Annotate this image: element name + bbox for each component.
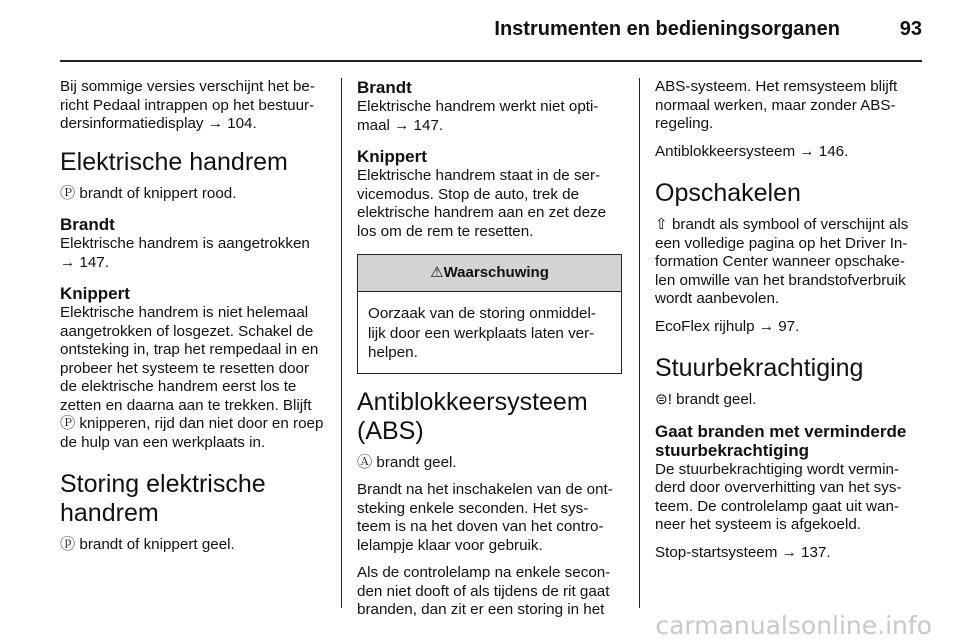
gaat-branden-paragraph: De stuurbekrachtiging wordt vermin-derd door oververhitting van het sys-teem. De controlelamp gaat uit wan-neer het systeem is afgekoeld.	[655, 460, 902, 533]
intro-paragraph: Bij sommige versies verschijnt het be-richt Pedaal intrappen op het bestuur-dersinformatiedisplay → 104.	[60, 78, 315, 132]
parking-brake-intro: Ⓟ brandt of knippert rood.	[60, 184, 237, 202]
subheading-knippert: Knippert	[60, 284, 130, 303]
knippert-paragraph: Elektrische handrem is niet helemaal aangetrokken of losgezet. Schakel de ontsteking in, trap het rempedaal in en probeer het systeem te resetten door de elektrische handrem eerst los te zetten en daarna aan te trekken. Blijft Ⓟ knipperen, rijd dan niet door en roep de hulp van een werkplaats in.	[60, 304, 324, 451]
abs-paragraph-1: Brandt na het inschakelen van de ont-steking enkele seconden. Het sys-teem is na het doven van het contro-lelampje klaar voor gebruik.	[357, 481, 613, 554]
storing-paragraph: ⓟ brandt of knippert geel.	[60, 536, 235, 553]
watermark: carmanualsonline.info	[655, 611, 932, 640]
stopstart-reference: Stop-startsysteem → 137.	[655, 543, 831, 561]
warning-box	[357, 254, 622, 374]
column-1	[60, 78, 325, 564]
column-3	[655, 78, 920, 571]
section-heading-stuurbekrachtiging: Stuurbekrachtiging	[655, 354, 864, 382]
warning-text: Oorzaak van de storing onmiddel-lijk door een werkplaats laten ver-helpen.	[368, 305, 596, 361]
warning-title: ⚠Waarschuwing	[358, 255, 621, 292]
section-heading-storing: Storing elektrische handrem	[60, 470, 266, 527]
opschakelen-paragraph: ⇧ brandt als symbool of verschijnt als een volledige pagina op het Driver In-formation Center wanneer opschake-len omwille van het brandstofverbruik wordt aanbevolen.	[655, 216, 909, 307]
page-number: 93	[899, 18, 922, 40]
column-divider	[639, 78, 640, 608]
stuur-intro: ⊜! brandt geel.	[655, 391, 757, 408]
subheading-brandt: Brandt	[60, 215, 115, 234]
brandt-paragraph: Elektrische handrem is aangetrokken → 147.	[60, 235, 310, 271]
ecoflex-reference: EcoFlex rijhulp → 97.	[655, 317, 800, 335]
section-heading-opschakelen: Opschakelen	[655, 179, 801, 207]
subheading-gaat-branden: Gaat branden met verminderde stuurbekrachtiging	[655, 421, 907, 460]
column-2	[357, 78, 622, 629]
abs-intro: Ⓐ brandt geel.	[357, 453, 457, 471]
subheading-brandt: Brandt	[357, 78, 412, 97]
page-header-title: Instrumenten en bedieningsorganen	[494, 18, 840, 40]
subheading-knippert: Knippert	[357, 147, 427, 166]
section-heading-electric-parking-brake: Elektrische handrem	[60, 147, 288, 176]
abs-paragraph-2: Als de controlelamp na enkele secon-den niet dooft of als tijdens de rit gaat branden, dan zit er een storing in het	[357, 564, 611, 618]
abs-reference: Antiblokkeersysteem → 146.	[655, 142, 849, 160]
abs-continuation: ABS-systeem. Het remsysteem blijft normaal werken, maar zonder ABS-regeling.	[655, 78, 898, 132]
column-divider	[341, 78, 342, 608]
knippert-paragraph: Elektrische handrem staat in de ser-vicemodus. Stop de auto, trek de elektrische handrem aan en zet deze los om de rem te resetten.	[357, 167, 607, 240]
brandt-paragraph: Elektrische handrem werkt niet opti-maal → 147.	[357, 98, 599, 134]
header-divider	[60, 60, 922, 62]
section-heading-abs: Antiblokkeersysteem (ABS)	[357, 387, 588, 445]
